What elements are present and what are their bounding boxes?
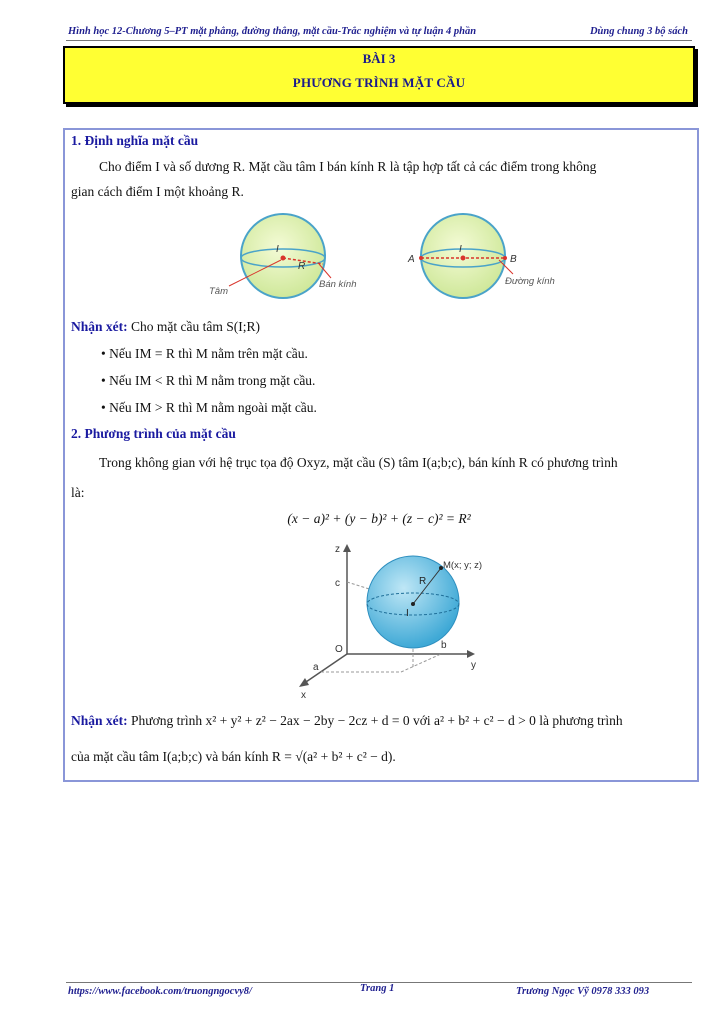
- note1-text: Cho mặt cầu tâm S(I;R): [131, 319, 260, 334]
- guide-line-b: [401, 654, 441, 672]
- fig3-x: x: [301, 690, 306, 701]
- note1-label: Nhận xét:: [71, 319, 128, 334]
- bullet-on-sphere: • Nếu IM = R thì M nằm trên mặt cầu.: [101, 346, 308, 361]
- sphere-radius-figure: [181, 212, 371, 302]
- sphere-equation: (x − a)² + (y − b)² + (z − c)² = R²: [287, 511, 471, 526]
- z-arrow-icon: [343, 544, 351, 552]
- equation-intro-line2: là:: [71, 485, 85, 500]
- note2-text: Phương trình x² + y² + z² − 2ax − 2by − 2cz + d = 0 với a² + b² + c² − d > 0 là phương trình: [131, 713, 623, 728]
- fig3-a: a: [313, 662, 319, 673]
- center-point-3: [411, 602, 415, 606]
- note2-label: Nhận xét:: [71, 713, 128, 728]
- content-box: [63, 128, 699, 782]
- fig3-I: I: [406, 608, 409, 619]
- fig1-I: I: [276, 244, 279, 255]
- fig3-y: y: [471, 660, 476, 671]
- point-B: [503, 256, 507, 260]
- fig3-O: O: [335, 644, 343, 655]
- center-point-2: [461, 256, 466, 261]
- x-arrow-icon: [299, 678, 309, 687]
- bullet-outside-sphere: • Nếu IM > R thì M nằm ngoài mặt cầu.: [101, 400, 317, 415]
- fig3-c: c: [335, 578, 340, 589]
- fig3-b: b: [441, 640, 447, 651]
- header-rule: [66, 40, 692, 41]
- definition-line1: Cho điểm I và số dương R. Mặt cầu tâm I bán kính R là tập hợp tất cả các điểm trong không: [99, 159, 597, 174]
- equation-intro-line1: Trong không gian với hệ trục tọa độ Oxyz, mặt cầu (S) tâm I(a;b;c), bán kính R có phương trình: [99, 455, 618, 470]
- section2-heading: 2. Phương trình của mặt cầu: [71, 426, 236, 441]
- bullet-inside-sphere: • Nếu IM < R thì M nằm trong mặt cầu.: [101, 373, 316, 388]
- y-arrow-icon: [467, 650, 475, 658]
- fig3-z: z: [335, 544, 340, 555]
- definition-line2: gian cách điểm I một khoảng R.: [71, 184, 244, 199]
- fig2-B: B: [510, 254, 517, 265]
- fig1-center-label: Tâm: [209, 286, 228, 297]
- fig2-A: A: [408, 254, 415, 265]
- lesson-title: PHƯƠNG TRÌNH MẶT CẦU: [292, 75, 466, 90]
- note2-line1: [71, 712, 693, 730]
- sphere-coordinate-figure: [291, 542, 491, 702]
- fig2-diameter-label: Đường kính: [505, 276, 555, 287]
- lesson-number: BÀI 3: [362, 51, 396, 66]
- footer-link[interactable]: https://www.facebook.com/truongngocvy8/: [68, 986, 252, 997]
- footer-page-number: Trang 1: [360, 983, 395, 994]
- note2-line2: của mặt cầu tâm I(a;b;c) và bán kính R = √(a² + b² + c² − d).: [71, 749, 396, 764]
- fig1-radius-label: Bán kính: [319, 279, 357, 290]
- sphere-diameter-figure: [401, 212, 561, 302]
- section1-heading: 1. Định nghĩa mặt cầu: [71, 133, 199, 148]
- point-A: [419, 256, 423, 260]
- header-right: Dùng chung 3 bộ sách: [589, 26, 688, 37]
- fig3-R: R: [419, 576, 427, 587]
- header-left: Hình học 12-Chương 5–PT mặt phẳng, đường thẳng, mặt cầu-Trắc nghiệm và tự luận 4 phần: [68, 26, 477, 37]
- center-point-1: [281, 256, 286, 261]
- fig3-M: M(x; y; z): [443, 560, 483, 571]
- fig2-I: I: [459, 244, 462, 255]
- note1: [71, 318, 260, 336]
- fig1-R: R: [298, 261, 306, 272]
- title-box: [63, 46, 695, 104]
- x-axis: [303, 654, 347, 684]
- page-header: [68, 26, 688, 37]
- footer-author: Trương Ngọc Vỹ 0978 333 093: [516, 986, 650, 997]
